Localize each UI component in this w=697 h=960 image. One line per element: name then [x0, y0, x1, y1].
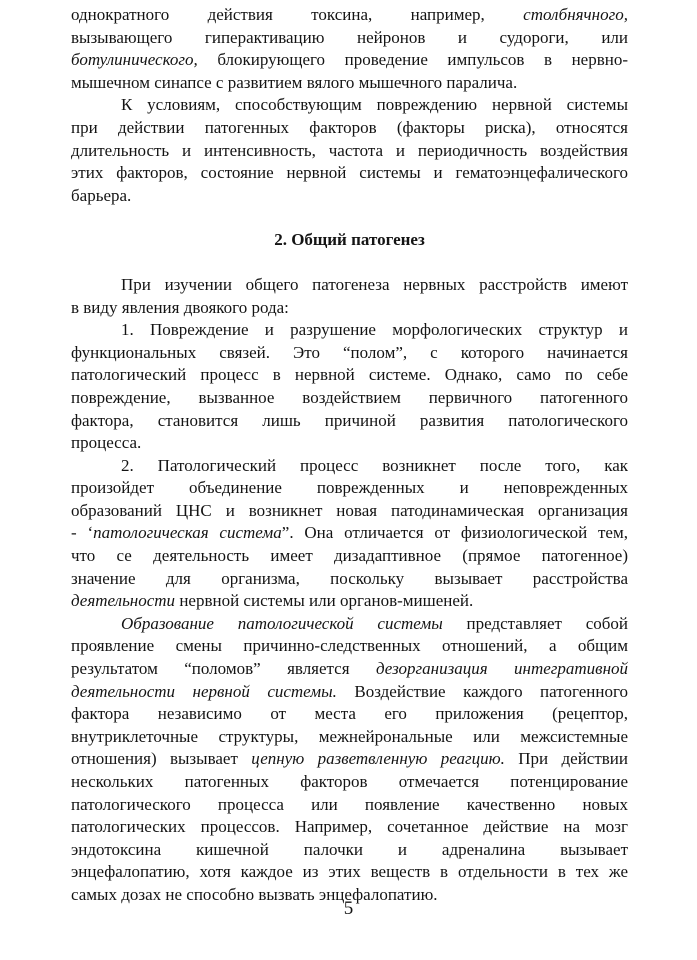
- italic-term: деятельности нервной системы.: [71, 681, 337, 701]
- paragraph-intro: [71, 4, 628, 94]
- text-line: значение для организма, поскольку вызывает расстройства: [71, 568, 628, 588]
- paragraph-item-2: [71, 455, 628, 613]
- text-line: повреждение, вызванное воздействием первичного патогенного: [71, 387, 628, 407]
- text-line: произойдет объединение поврежденных и неповрежденных: [71, 478, 628, 498]
- paragraph-formation: [71, 613, 628, 907]
- text-line: проявление смены причинно-следственных отношений, а общим: [71, 636, 628, 656]
- text-line: что се деятельность имеет дизадаптивное (прямое патогенное): [71, 546, 628, 566]
- text-line: процесса.: [71, 433, 142, 453]
- italic-term: Образование патологической системы: [121, 613, 443, 633]
- text-line: деятельности нервной системы. Воздействие каждого патогенного: [71, 681, 628, 701]
- text-line: образований ЦНС и возникнет новая патодинамическая организация: [71, 500, 628, 520]
- text-line: патологического процесса или появление качественно новых: [71, 794, 628, 814]
- italic-term: патологическая система: [93, 523, 282, 543]
- text-line: К условиям, способствующим повреждению нервной системы: [121, 95, 628, 115]
- italic-term: деятельности: [71, 591, 176, 611]
- text-line: патологический процесс в нервной системе. Однако, само по себе: [71, 365, 628, 385]
- text-line: вызывающего гиперактивацию нейронов и судороги, или: [71, 27, 628, 47]
- paragraph-item-1: [71, 319, 628, 455]
- text-line: однократного действия токсина, например, столбнячного,: [71, 5, 628, 24]
- paragraph-risk-factors: [71, 94, 628, 207]
- text-line: 2. Патологический процесс возникнет после того, как: [121, 455, 628, 475]
- text-line: функциональных связей. Это “полом”, с которого начинается: [71, 342, 628, 362]
- italic-term: ботулинического,: [71, 50, 198, 70]
- body-text: [71, 4, 628, 907]
- text-line: самых дозах не способно вызвать энцефалопатию.: [71, 884, 438, 904]
- paragraph-study: [71, 274, 628, 319]
- text-line: нескольких патогенных факторов отмечается потенцирование: [71, 772, 628, 791]
- text-line: 1. Повреждение и разрушение морфологических структур и: [121, 320, 628, 340]
- text-line: барьера.: [71, 185, 132, 205]
- text-line: эндотоксина кишечной палочки и адреналина вызывает: [71, 839, 628, 859]
- text-line: этих факторов, состояние нервной системы и гематоэнцефалического: [71, 163, 628, 183]
- text-line: внутриклеточные структуры, межнейрональные или межсистемные: [71, 726, 628, 746]
- text-line: длительность и интенсивность, частота и периодичность воздействия: [71, 140, 628, 160]
- italic-term: цепную разветвленную реагцию.: [251, 749, 505, 769]
- text-line: ботулинического, блокирующего проведение импульсов в нервно-: [71, 50, 628, 70]
- text-line: в виду явления двоякого рода:: [71, 297, 289, 317]
- page-number: 5: [343, 898, 354, 919]
- text-line: мышечном синапсе с развитием вялого мышечного паралича.: [71, 72, 518, 92]
- text-line: деятельности нервной системы или органов-мишеней.: [71, 591, 474, 611]
- text-line: Образование патологической системы представляет собой: [121, 613, 629, 633]
- text-line: результатом “поломов” является дезорганизация интегративной: [71, 659, 628, 679]
- text-line: отношения) вызывает цепную разветвленную реагцию. При действии: [71, 749, 628, 769]
- text-line: при действии патогенных факторов (факторы риска), относятся: [71, 117, 628, 137]
- text-line: фактора, становится лишь причиной развития патологического: [71, 410, 628, 430]
- text-line: патологических процессов. Например, сочетанное действие на мозг: [71, 817, 628, 837]
- italic-term: столбнячного,: [523, 5, 628, 24]
- text-line: При изучении общего патогенеза нервных расстройств имеют: [121, 274, 628, 294]
- section-heading: 2. Общий патогенез: [274, 230, 425, 250]
- text-line: - ‘патологическая система”. Она отличается от физиологической тем,: [71, 523, 628, 543]
- italic-term: дезорганизация интегративной: [375, 659, 628, 679]
- text-line: фактора независимо от места его приложения (рецептор,: [71, 704, 628, 724]
- text-line: энцефалопатию, хотя каждое из этих веществ в отдельности в тех же: [71, 862, 628, 882]
